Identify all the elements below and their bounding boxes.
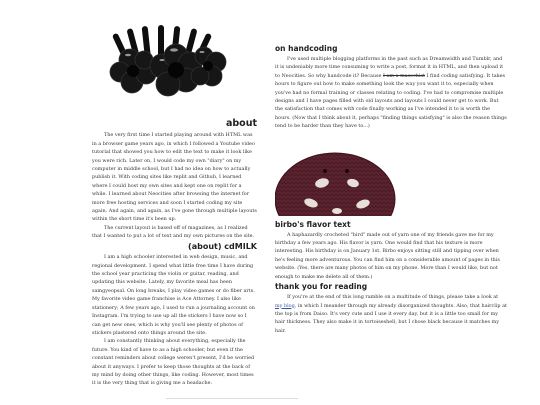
thanks-paragraph [275, 293, 507, 335]
about-cdmilk-section [92, 253, 257, 388]
left-column [92, 0, 257, 388]
handcoding-text-a: I've used multiple blogging platforms in the past such as Dreamwidth and Tumblr, and it is undeniably more time consuming to write a post, format it in HTML, and then upload it to Neocities. So why handcode it? Because [275, 56, 504, 79]
right-column [275, 44, 507, 335]
birbo-heading: birbo's flavor text [275, 219, 351, 229]
my-blog-link[interactable]: my blog [275, 302, 295, 309]
about-cdmilk-paragraph: I am a high schooler interested in web design, music, and regional development. I spend what little free time I have during the school year practicing the violin or guitar, reading, and updating this website. Lately, my favorite meal has been samgyeopsal. On long breaks, I play video games or do fiber arts. My favorite video game franchise is Ace Attorney. I also like stationery; A few years ago, I used to run a journaling account on Instagram. I'm trying to use up all the stickers I have now so I can get new ones, which is why you'll see plenty of photos of stickers plastered onto things around the site. [92, 254, 255, 336]
about-cdmilk-paragraph: I am constantly thinking about everything, especially the future. You kind of have to as a high schooler, but even if the constant reminders about college weren't present, I'd be worried about it anyways. I prefer to keep those thoughts at the back of my mind by doing other things, like coding. However, most times it is the very thing that is giving me a headache. [92, 338, 255, 387]
birbo-section [275, 231, 507, 281]
handcoding-strikethrough: I am a masochist [383, 72, 426, 79]
thanks-text-a: If you're at the end of this long ramble on a multitude of things, please take a look at [287, 294, 499, 301]
thanks-heading: thank you for reading [275, 282, 368, 292]
handcoding-text-b: I find coding satisfying. It takes hours to figure out how to make something look the way you want it to, especially when you've had no formal training or classes relating to coding. I've had to compromise multiple designs and I have pages filled with old layouts and layouts I could never get to work. But the satisfaction that comes with code finally working as I've intended it to is worth the hours. (Now that I think about it, perhaps "finding things satisfying" is also the reason things tend to be harder than they have to...) [275, 72, 507, 130]
about-paragraph: The very first time I started playing around with HTML was in a browser game years ago, in which I followed a Youtube video tutorial that showed you how to edit the text to make it look like you were rich. Later on, I would code my own "diary" on my computer in middle school, but I had no idea on how to actually publish it. With coding sites like replit and Github, I learned where I could host my own sites and kept one on replit for a while. I learned about Neocities after browsing the internet for more free hosting services and soon I started coding my site again. And again, and again, as I've gone through multiple layouts within the short time it's been up. [92, 132, 257, 223]
thanks-section [275, 293, 507, 335]
thanks-text-b: , in which I meander through my already disorganized thoughts. Also, that hairclip at the top is from Daiso. It's very cute and I use it every day, but it is a little too small for my hair thickness. They also make it in tortoiseshell, but I chose black because it matches my hair. [275, 302, 507, 334]
hairclip-image [92, 0, 257, 118]
footer-divider [166, 398, 298, 399]
handcoding-heading: on handcoding [275, 44, 338, 53]
about-section [92, 131, 257, 240]
about-heading: about [225, 118, 257, 129]
birbo-image [275, 141, 507, 216]
about-paragraph: The current layout is based off of magazines, as I realized that I wanted to put a lot of text and my own pictures on the site. [92, 224, 255, 240]
handcoding-paragraph [275, 55, 507, 131]
birbo-paragraph: A haphazardly crocheted "bird" made out of yarn one of my friends gave me for my birthday a few years ago. His flavor is yarn. One would find that his texture is more interesting. His birthday is on January 1st. Birbo enjoys sitting still and tipping over when he's feeling more adventurous. You can find him on a considerable amount of pages in this website. (Yes, there are many photos of him on my phone. More than I would like, but not enough to make me delete all of them.) [275, 231, 500, 280]
handcoding-section [275, 55, 507, 131]
hairclip-photo [92, 0, 257, 118]
about-cdmilk-heading: (about) cdMILK [188, 241, 257, 251]
birbo-photo [275, 141, 507, 216]
